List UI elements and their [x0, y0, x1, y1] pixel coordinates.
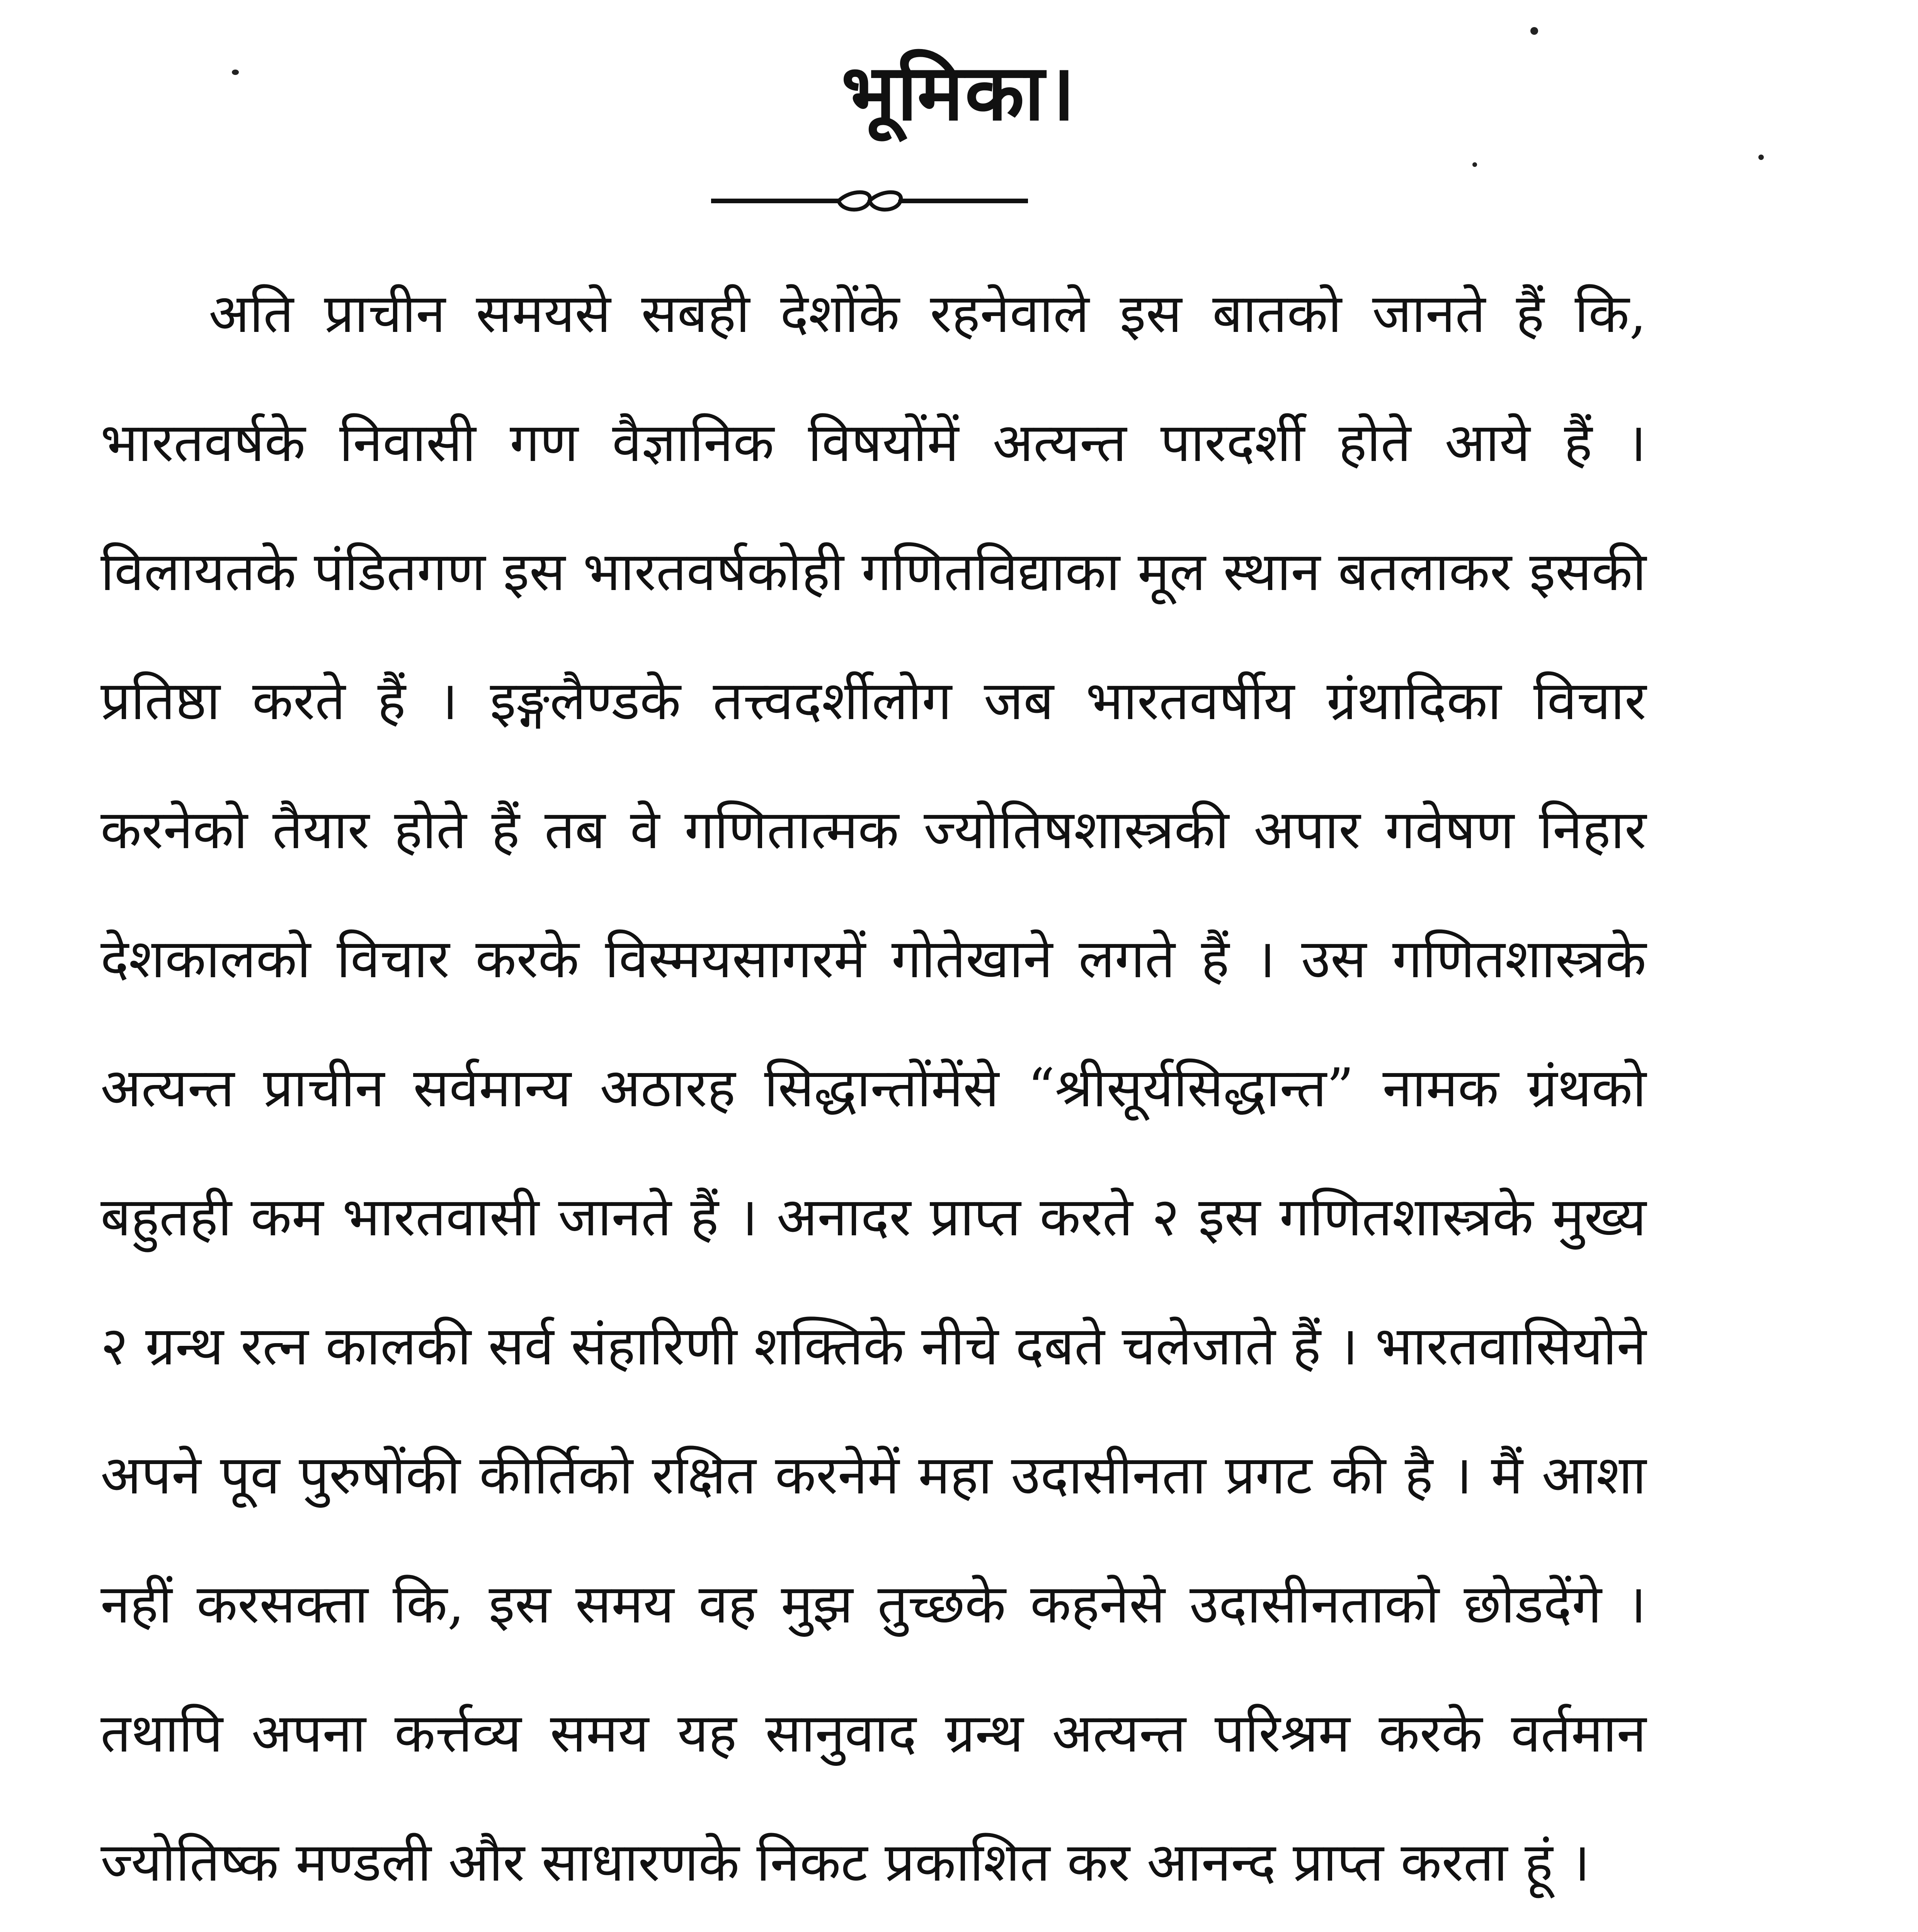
paragraph-1: अति प्राचीन समयसे सबही देशोंके रहनेवाले इस बातको जानते हैं कि, भारतवर्षके निवासी गण वैज्ञानिक विषयोंमें अत्यन्त पारदर्शी होते आये हैं । विलायतके पंडितगण इस भारतवर्षकोही गणितविद्याका मूल स्थान बतलाकर इसकी प्रतिष्ठा करते हैं । इङ्गलैण्डके तत्त्वदर्शीलोग जब भारतवर्षीय ग्रंथादिका विचार करनेको तैयार होते हैं तब वे गणितात्मक ज्योतिषशास्त्रकी अपार गवेषण निहार देशकालको विचार करके विस्मयसागरमें गोतेखाने लगते हैं । उस गणितशास्त्रके अत्यन्त प्राचीन सर्वमान्य अठारह सिद्धान्तोंमेंसे “श्रीसूर्यसिद्धान्त” नामक ग्रंथको बहुतही कम भारतवासी जानते हैं । अनादर प्राप्त करते २ इस गणितशास्त्रके मुख्य २ ग्रन्थ रत्न कालकी सर्व संहारिणी शक्तिके नीचे दबते चलेजाते हैं । भारतवासियोने अपने पूव पुरुषोंकी कीर्तिको रक्षित करनेमें महा उदासीनता प्रगट की है । मैं आशा नहीं करसक्ता कि, इस समय वह मुझ तुच्छके कहनेसे उदासीनताको छोडदेंगे । तथापि अपना कर्त्तव्य समय यह सानुवाद ग्रन्थ अत्यन्त परिश्रम करके वर्तमान ज्योतिष्क मण्डली और साधारणके निकट प्रकाशित कर आनन्द प्राप्त करता हूं । — [100, 282, 1647, 1893]
print-speck — [1472, 162, 1477, 167]
print-speck — [1758, 155, 1764, 160]
page-title: भूमिका। — [841, 47, 1077, 138]
print-speck — [232, 70, 239, 75]
title-divider-ornament — [711, 182, 1028, 220]
print-speck — [1530, 27, 1538, 35]
paragraph-2 — [100, 1909, 1646, 1932]
